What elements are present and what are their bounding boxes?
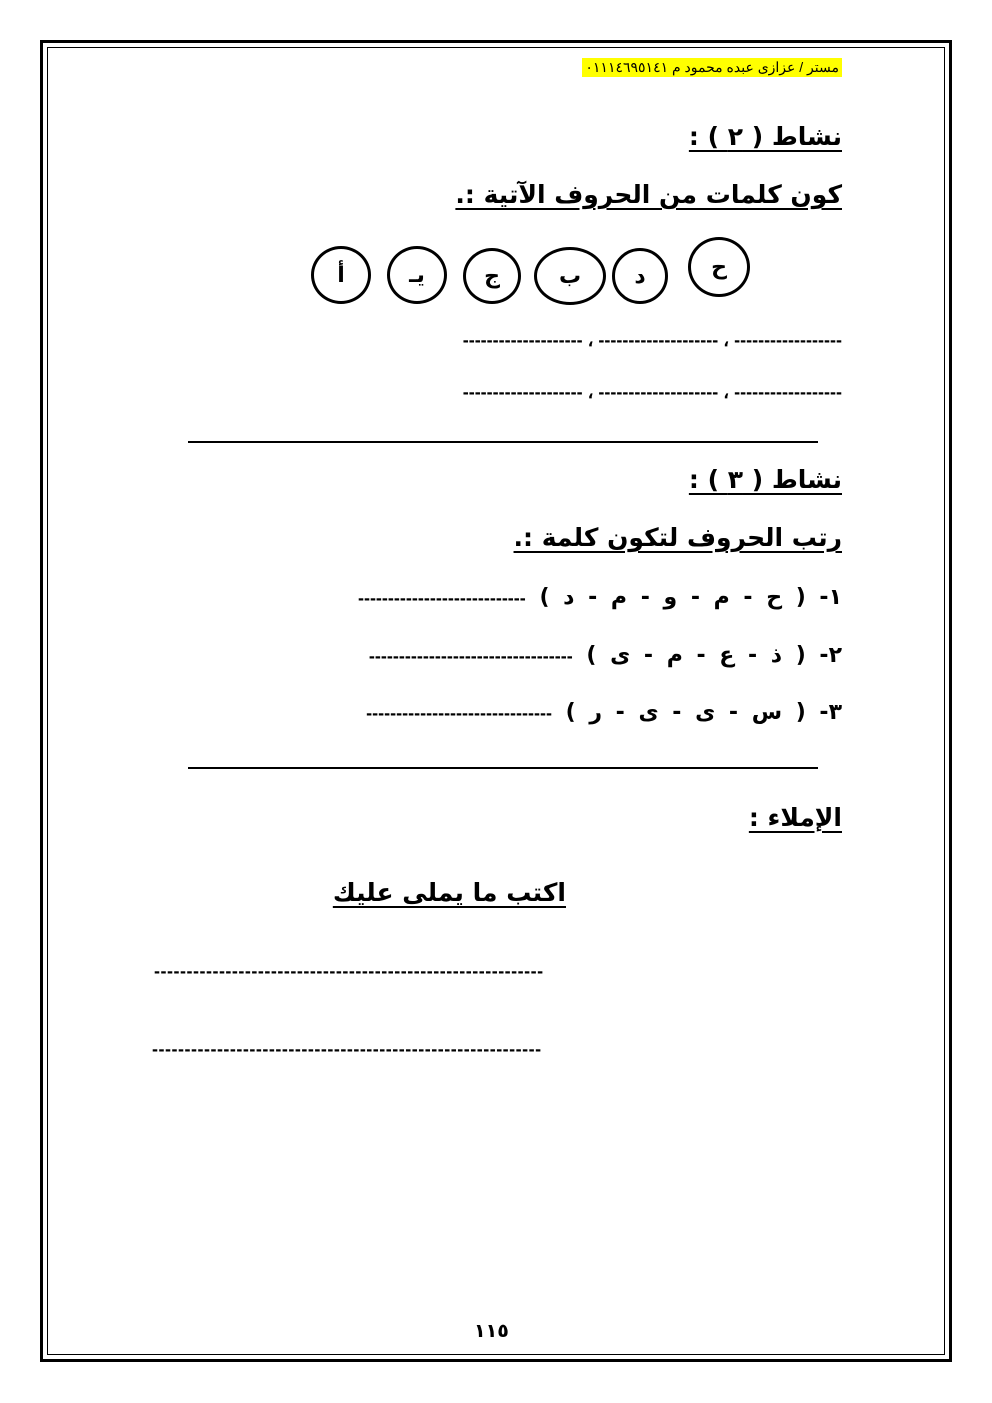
letter-1: ح	[711, 254, 727, 280]
exercise-item-1	[358, 585, 842, 610]
exercise-1-blank: ----------------------------	[357, 588, 526, 608]
exercise-3-letters: ٣- ( س - ى - ى - ر )	[565, 700, 842, 725]
section-divider-1	[188, 441, 818, 443]
exercise-item-2	[369, 643, 842, 668]
activity-2-answer-line-2: ------------------ ، -------------------- ، --------------------	[462, 382, 842, 402]
activity-2-title: نشاط ( ٢ ) :	[688, 122, 842, 151]
exercise-2-letters: ٢- ( ذ - ع - م - ى )	[586, 643, 842, 668]
letter-4: ج	[484, 263, 500, 289]
letter-circle-4	[463, 248, 521, 304]
section-divider-2	[188, 767, 818, 769]
dictation-line-2: ------------------------------------------------------------	[152, 1039, 542, 1059]
letter-circle-5	[387, 246, 447, 304]
activity-2-answer-line-1: ------------------ ، -------------------- ، --------------------	[462, 330, 842, 350]
activity-3-instruction: رتب الحروف لتكون كلمة :.	[513, 523, 842, 552]
dictation-line-1: ------------------------------------------------------------	[154, 961, 544, 981]
exercise-1-letters: ١- ( ح - م - و - م - د )	[539, 585, 842, 610]
exercise-2-blank: ----------------------------------	[368, 646, 573, 666]
letter-2: د	[634, 263, 646, 289]
letter-5: يـ	[409, 262, 425, 288]
letter-circle-6	[311, 246, 371, 304]
letter-circle-3	[534, 247, 606, 305]
activity-3-title: نشاط ( ٣ ) :	[688, 465, 842, 494]
activity-2-instruction: كون كلمات من الحروف الآتية :.	[455, 180, 842, 209]
exercise-item-3	[366, 700, 842, 725]
dictation-title: الإملاء :	[748, 803, 842, 832]
teacher-credit: مستر / عزازى عبده محمود م ٠١١١٤٦٩٥١٤١	[582, 58, 842, 77]
letter-circle-1	[688, 237, 750, 297]
exercise-3-blank: -------------------------------	[366, 703, 552, 723]
dictation-instruction: اكتب ما يملى عليك	[332, 878, 566, 907]
letter-3: ب	[558, 263, 582, 289]
letter-circle-2	[612, 248, 668, 304]
page-number: ١١٥	[474, 1320, 509, 1342]
letter-6: أ	[337, 262, 345, 288]
